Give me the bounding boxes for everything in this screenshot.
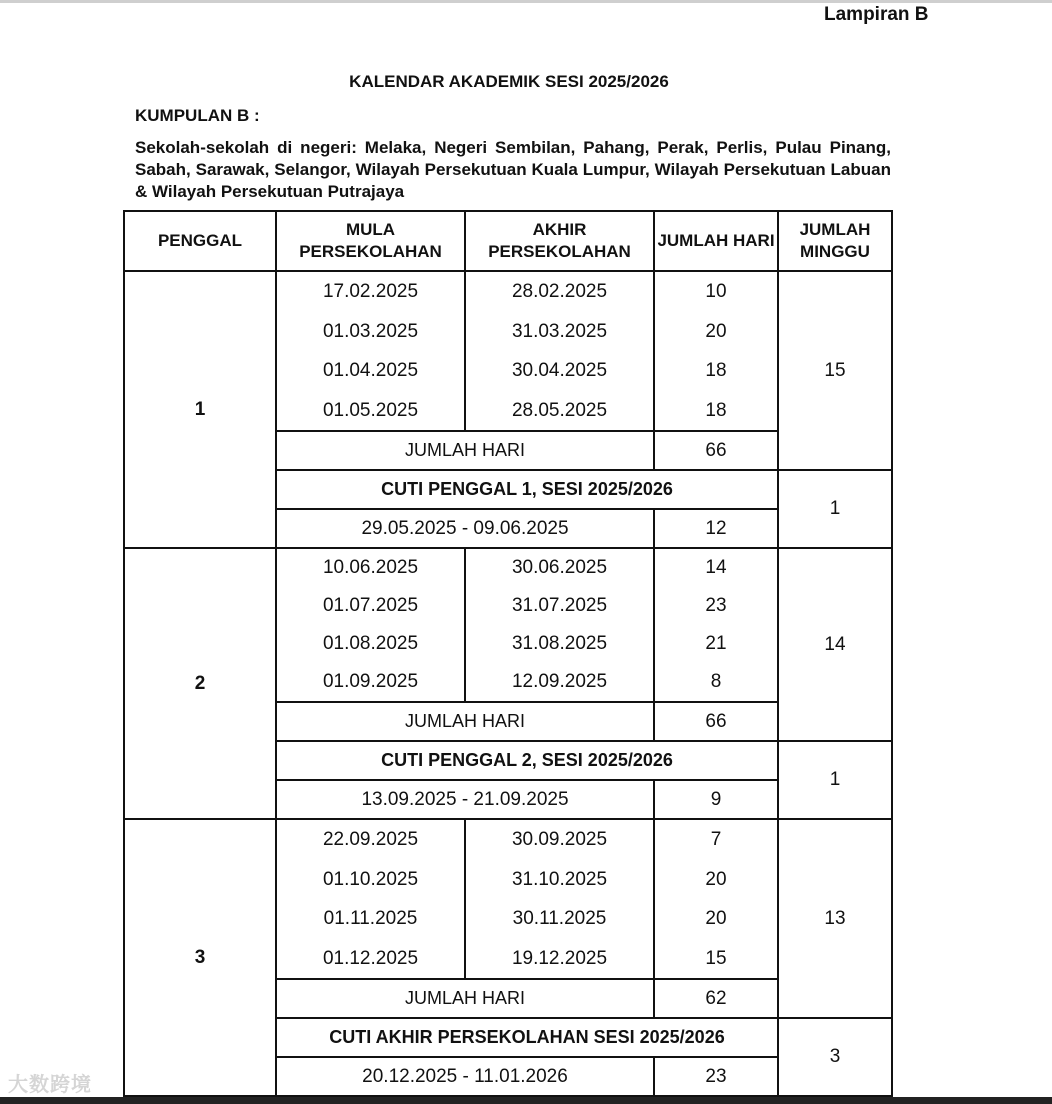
akhir-date: 30.09.2025 [511, 829, 608, 850]
watermark-logo: 大数跨境 [8, 1074, 92, 1096]
hari-value: 14 [705, 557, 727, 578]
term-1-dates-row [124, 271, 892, 431]
jumlah-hari-total: 66 [654, 431, 778, 470]
jumlah-hari-label: JUMLAH HARI [276, 979, 654, 1018]
term-3-akhir-list [465, 819, 654, 979]
col-akhir: AKHIR PERSEKOLAHAN [465, 211, 654, 271]
term-2-hari-list [654, 548, 778, 702]
akhir-date: 30.06.2025 [511, 557, 608, 578]
col-penggal: PENGGAL [124, 211, 276, 271]
term-2-dates-row [124, 548, 892, 702]
top-border [0, 0, 1052, 3]
cuti-minggu: 3 [778, 1018, 892, 1096]
mula-date: 01.05.2025 [322, 399, 419, 421]
penggal-3-cell: 3 [124, 819, 276, 1096]
akhir-date: 28.02.2025 [511, 281, 608, 302]
cuti-title: CUTI PENGGAL 2, SESI 2025/2026 [276, 741, 778, 780]
hari-value: 15 [705, 947, 727, 969]
mula-date: 01.03.2025 [322, 320, 419, 342]
cuti-minggu: 1 [778, 741, 892, 819]
cuti-range: 29.05.2025 - 09.06.2025 [276, 509, 654, 548]
jumlah-hari-total: 62 [654, 979, 778, 1018]
col-mula: MULA PERSEKOLAHAN [276, 211, 465, 271]
term-3-minggu: 13 [778, 819, 892, 1018]
cuti-title: CUTI PENGGAL 1, SESI 2025/2026 [276, 470, 778, 509]
cuti-hari: 9 [654, 780, 778, 819]
jumlah-hari-total: 66 [654, 702, 778, 741]
term-3-mula-list [276, 819, 465, 979]
cuti-minggu: 1 [778, 470, 892, 548]
col-jumlah-minggu: JUMLAH MINGGU [778, 211, 892, 271]
hari-value: 20 [705, 908, 727, 929]
penggal-2-cell: 2 [124, 548, 276, 819]
hari-value: 18 [705, 360, 727, 381]
hari-value: 20 [705, 868, 727, 890]
mula-date: 22.09.2025 [322, 829, 419, 850]
akhir-date: 30.04.2025 [511, 360, 608, 381]
mula-date: 17.02.2025 [322, 281, 419, 302]
akhir-date: 19.12.2025 [511, 947, 608, 969]
hari-value: 18 [705, 399, 727, 421]
term-1-mula-list [276, 271, 465, 431]
kumpulan-heading: KUMPULAN B : [135, 106, 260, 125]
mula-date: 01.07.2025 [322, 595, 419, 616]
hari-value: 20 [705, 320, 727, 342]
cuti-hari: 23 [654, 1057, 778, 1096]
col-jumlah-hari: JUMLAH HARI [654, 211, 778, 271]
lampiran-label: Lampiran B [824, 4, 929, 25]
akhir-date: 31.07.2025 [511, 595, 608, 616]
bottom-border [0, 1097, 1052, 1104]
cuti-range: 20.12.2025 - 11.01.2026 [276, 1057, 654, 1096]
page-title: KALENDAR AKADEMIK SESI 2025/2026 [349, 72, 669, 91]
hari-value: 21 [705, 633, 727, 654]
jumlah-hari-label: JUMLAH HARI [276, 431, 654, 470]
mula-date: 10.06.2025 [322, 557, 419, 578]
academic-calendar-table [123, 210, 893, 1097]
term-2-akhir-list [465, 548, 654, 702]
term-1-hari-list [654, 271, 778, 431]
term-1-akhir-list [465, 271, 654, 431]
term-2-mula-list [276, 548, 465, 702]
term-2-minggu: 14 [778, 548, 892, 741]
akhir-date: 28.05.2025 [511, 399, 608, 421]
mula-date: 01.08.2025 [322, 633, 419, 654]
jumlah-hari-label: JUMLAH HARI [276, 702, 654, 741]
term-3-dates-row [124, 819, 892, 979]
states-paragraph: Sekolah-sekolah di negeri: Melaka, Negeri Sembilan, Pahang, Perak, Perlis, Pulau Pinang, Sabah, Sarawak, Selangor, Wilayah Persekutuan Kuala Lumpur, Wilayah Persekutuan Labuan & Wilayah Persekutuan Putrajaya [135, 138, 891, 201]
mula-date: 01.12.2025 [322, 947, 419, 969]
akhir-date: 12.09.2025 [511, 671, 608, 692]
akhir-date: 31.08.2025 [511, 633, 608, 654]
term-1-minggu: 15 [778, 271, 892, 470]
table-header-row [124, 211, 892, 271]
cuti-range: 13.09.2025 - 21.09.2025 [276, 780, 654, 819]
hari-value: 23 [705, 595, 727, 616]
hari-value: 8 [710, 671, 722, 692]
hari-value: 10 [705, 281, 727, 302]
cuti-hari: 12 [654, 509, 778, 548]
mula-date: 01.10.2025 [322, 868, 419, 890]
mula-date: 01.09.2025 [322, 671, 419, 692]
cuti-title: CUTI AKHIR PERSEKOLAHAN SESI 2025/2026 [276, 1018, 778, 1057]
akhir-date: 31.10.2025 [511, 868, 608, 890]
akhir-date: 30.11.2025 [512, 908, 607, 929]
penggal-1-cell: 1 [124, 271, 276, 548]
hari-value: 7 [710, 829, 722, 850]
akhir-date: 31.03.2025 [511, 320, 608, 342]
term-3-hari-list [654, 819, 778, 979]
mula-date: 01.11.2025 [323, 908, 418, 929]
mula-date: 01.04.2025 [322, 360, 419, 381]
